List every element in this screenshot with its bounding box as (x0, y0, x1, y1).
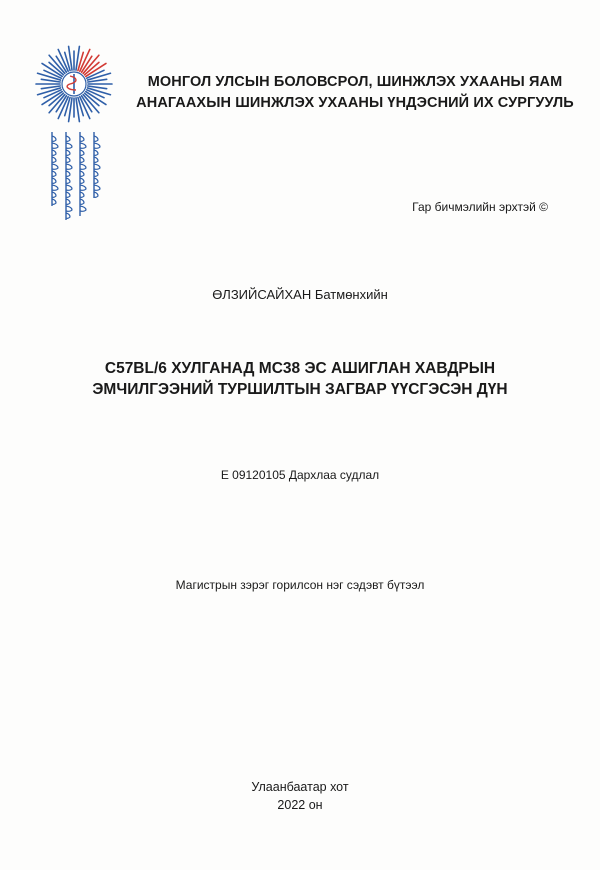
university-name: АНАГААХЫН ШИНЖЛЭХ УХААНЫ ҮНДЭСНИЙ ИХ СУРГУУЛЬ (136, 95, 574, 111)
thesis-title-line-1: C57BL/6 ХУЛГАНАД MC38 ЭС АШИГЛАН ХАВДРЫН (104, 360, 496, 377)
thesis-title-line-2: ЭМЧИЛГЭЭНИЙ ТУРШИЛТЫН ЗАГВАР ҮҮСГЭСЭН ДҮН (92, 381, 508, 398)
vertical-mongolian-script-icon (44, 128, 110, 228)
ministry-name: МОНГОЛ УЛСЫН БОЛОВСРОЛ, ШИНЖЛЭХ УХААНЫ ЯАМ (147, 74, 563, 90)
thesis-title (0, 358, 600, 400)
degree-note: Магистрын зэрэг горилсон нэг сэдэвт бүтээл (175, 578, 425, 592)
institution-heading (120, 72, 590, 114)
specialty-code: E 09120105 Дархлаа судлал (220, 468, 380, 482)
year: 2022 он (277, 798, 323, 812)
copyright-note: Гар бичмэлийн эрхтэй © (412, 200, 548, 214)
place-and-year (0, 778, 600, 814)
caduceus-sunburst-emblem-icon (34, 44, 114, 124)
author-name: ӨЛЗИЙСАЙХАН Батмөнхийн (212, 287, 388, 302)
place: Улаанбаатар хот (251, 780, 349, 794)
